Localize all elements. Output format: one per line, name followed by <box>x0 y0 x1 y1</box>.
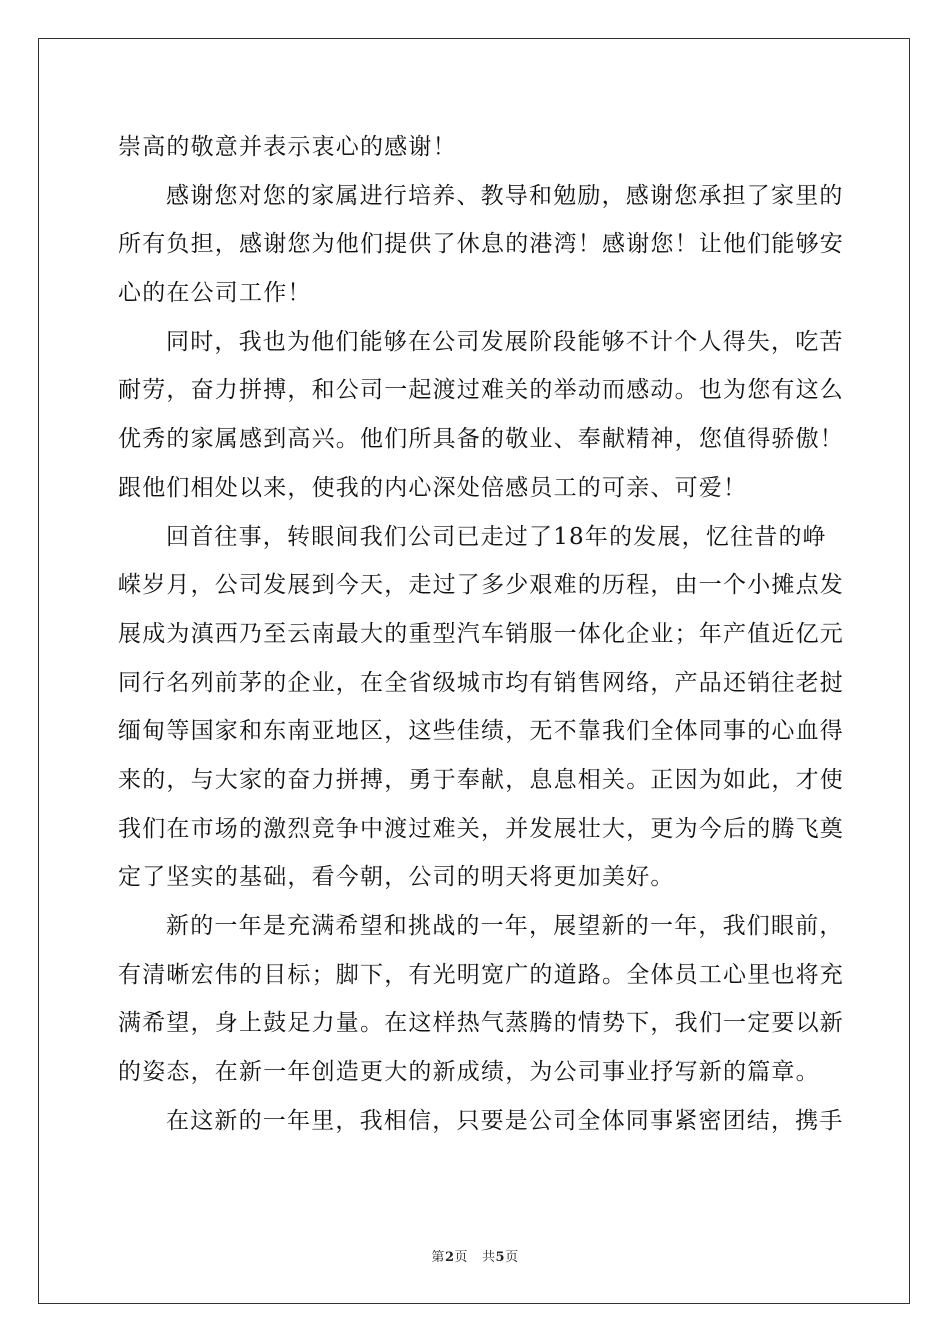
text-line: 有清晰宏伟的目标；脚下，有光明宽广的道路。全体员工心里也将充 <box>118 961 844 988</box>
text-line: 的姿态，在新一年创造更大的新成绩，为公司事业抒写新的篇章。 <box>118 1059 820 1086</box>
total-prefix: 共 <box>482 1250 496 1265</box>
text-line: 同行名列前茅的企业，在全省级城市均有销售网络，产品还销往老挝 <box>118 669 844 696</box>
text-line: 嵘岁月，公司发展到今天，走过了多少艰难的历程，由一个小摊点发 <box>118 572 844 599</box>
text-line: 心的在公司工作！ <box>118 280 312 307</box>
text-line: 感谢您对您的家属进行培养、教导和勉励，感谢您承担了家里的 <box>166 182 844 209</box>
page-number: 2 <box>444 1250 455 1265</box>
text-line: 同时，我也为他们能够在公司发展阶段能够不计个人得失，吃苦 <box>166 328 844 355</box>
page-prefix: 第 <box>431 1250 445 1265</box>
text-line: 我们在市场的激烈竞争中渡过难关，并发展壮大，更为今后的腾飞奠 <box>118 815 844 842</box>
text-line: 崇高的敬意并表示衷心的感谢！ <box>118 134 457 160</box>
text-line: 满希望，身上鼓足力量。在这样热气蒸腾的情势下，我们一定要以新 <box>118 1010 844 1037</box>
text-line: 回首往事，转眼间我们公司已走过了18年的发展，忆往昔的峥 <box>166 523 827 550</box>
text-line: 跟他们相处以来，使我的内心深处倍感员工的可亲、可爱！ <box>118 474 748 501</box>
text-line: 所有负担，感谢您为他们提供了休息的港湾！感谢您！让他们能够安 <box>118 231 844 258</box>
page-footer <box>0 1246 950 1265</box>
text-line: 优秀的家属感到高兴。他们所具备的敬业、奉献精神，您值得骄傲！ <box>118 426 844 453</box>
text-line: 耐劳，奋力拼搏，和公司一起渡过难关的举动而感动。也为您有这么 <box>118 377 844 404</box>
text-line: 定了坚实的基础，看今朝，公司的明天将更加美好。 <box>118 864 675 891</box>
text-line: 在这新的一年里，我相信，只要是公司全体同事紧密团结，携手 <box>166 1107 844 1134</box>
text-line: 来的，与大家的奋力拼搏，勇于奉献，息息相关。正因为如此，才使 <box>118 766 844 793</box>
document-body <box>118 128 844 1150</box>
text-line: 缅甸等国家和东南亚地区，这些佳绩，无不靠我们全体同事的心血得 <box>118 718 844 745</box>
total-pages: 5 <box>495 1250 506 1265</box>
page-suffix: 页 <box>454 1250 468 1265</box>
total-suffix: 页 <box>505 1250 519 1265</box>
text-line: 新的一年是充满希望和挑战的一年，展望新的一年，我们眼前， <box>166 913 844 939</box>
text-line: 展成为滇西乃至云南最大的重型汽车销服一体化企业；年产值近亿元 <box>118 620 844 647</box>
